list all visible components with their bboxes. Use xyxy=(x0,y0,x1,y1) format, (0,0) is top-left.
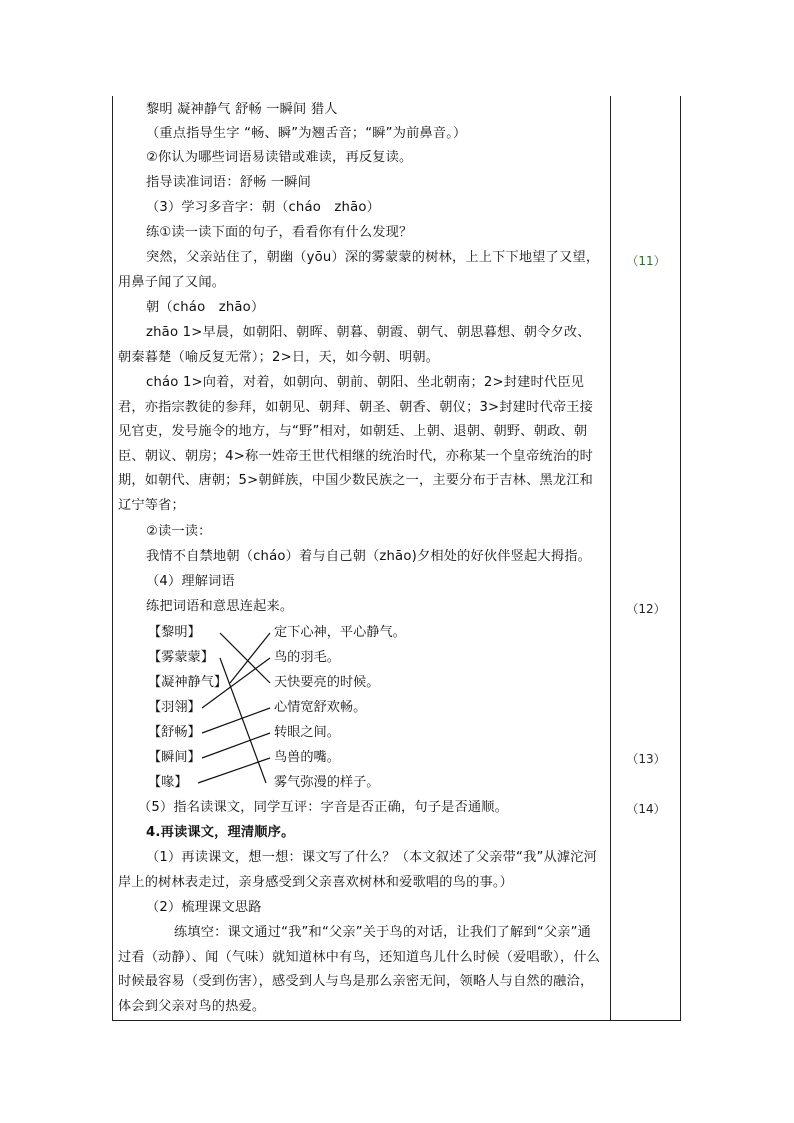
match-right-meaning: 鸟兽的嘴。 xyxy=(274,750,340,765)
match-line xyxy=(220,633,270,683)
matching-lines xyxy=(118,96,378,816)
read-aloud-heading: ②读一读： xyxy=(146,524,212,539)
match-line xyxy=(198,758,270,783)
match-left-word: 【黎明】 xyxy=(148,625,201,640)
match-right-meaning: 定下心神，平心静气。 xyxy=(274,625,406,640)
fill-in-exercise: 练填空：课文通过“我”和“父亲”关于鸟的对话，让我们了解到“父亲”通过看（动静）、闻（气味）就知道林中有鸟，还知道鸟儿什么时候（爱唱歌），什么时候最容易（受到伤害），感受到人与鸟是那么亲密无间，领略人与自然的融洽，体会到父亲对鸟的热爱。 xyxy=(118,925,601,1014)
match-right-meaning: 转眼之间。 xyxy=(274,725,340,740)
match-line xyxy=(202,708,270,733)
table-border-bottom xyxy=(112,1020,681,1021)
match-right-meaning: 鸟的羽毛。 xyxy=(274,650,340,665)
match-line xyxy=(220,658,266,783)
side-note-11: （11） xyxy=(626,254,666,268)
understand-words-heading: （4）理解词语 xyxy=(146,574,235,589)
polyphonic-title: 朝（cháo zhāo） xyxy=(146,300,265,315)
match-line xyxy=(230,633,270,683)
guide-words: 指导读准词语：舒畅 一瞬间 xyxy=(146,175,312,190)
match-left-word: 【雾蒙蒙】 xyxy=(148,650,214,665)
read-aloud-sentence: 我情不自禁地朝（cháo）着与自己朝（zhāo)夕相处的好伙伴竖起大拇指。 xyxy=(146,549,591,564)
match-left-word: 【羽翎】 xyxy=(148,700,201,715)
match-right-meaning: 心情宽舒欢畅。 xyxy=(274,700,367,715)
polyphonic-heading: （3）学习多音字：朝（cháo zhāo） xyxy=(146,200,381,215)
match-left-word: 【瞬间】 xyxy=(148,750,201,765)
side-note-14: （14） xyxy=(626,802,666,816)
match-line xyxy=(202,733,270,758)
section-heading-reread: 4.再读课文，理清顺序。 xyxy=(146,825,295,840)
match-left-word: 【凝神静气】 xyxy=(148,675,228,690)
vocab-line: 黎明 凝神静气 舒畅 一瞬间 猎人 xyxy=(146,102,338,117)
match-right-meaning: 雾气弥漫的样子。 xyxy=(274,775,380,790)
match-left-word: 【舒畅】 xyxy=(148,725,201,740)
zhao-definition: zhāo 1>早晨，如朝阳、朝晖、朝暮、朝霞、朝气、朝思暮想、朝令夕改、朝秦暮楚（喻反复无常）；2>日，天，如今朝、明朝。 xyxy=(118,325,591,365)
table-border-right xyxy=(680,96,681,1021)
side-note-12: （12） xyxy=(626,602,666,616)
reread-summary: （1）再读课文，想一想：课文写了什么？（本文叙述了父亲带“我”从滹沱河岸上的树林表走过，亲身感受到父亲喜欢树林和爱歌唱的鸟的事。） xyxy=(118,850,598,890)
outline-heading: （2）梳理课文思路 xyxy=(146,900,262,915)
pronunciation-note: （重点指导生字 “畅、瞬”为翘舌音；“瞬”为前鼻音。） xyxy=(146,126,467,141)
example-sentence: 突然，父亲站住了，朝幽（yōu）深的雾蒙蒙的树林，上上下下地望了又望，用鼻子闻了又闻。 xyxy=(118,250,600,290)
reread-instruction: ②你认为哪些词语易读错或难读，再反复读。 xyxy=(146,150,413,165)
peer-review-line: （5）指名读课文，同学互评：字音是否正确，句子是否通顺。 xyxy=(138,800,509,815)
chao-definition: cháo 1>向着，对着，如朝向、朝前、朝阳、坐北朝南；2>封建时代臣见君，亦指宗教徒的参拜，如朝见、朝拜、朝圣、朝香、朝仪；3>封建时代帝王接见官吏，发号施令的地方，与“野”相对，如朝廷、上朝、退朝、朝野、朝政、朝臣、朝议、朝房；4>称一姓帝王世代相继的统治时代，亦称某一个皇帝统治的时期，如朝代、唐朝；5>朝鲜族，中国少数民族之一，主要分布于吉林、黑龙江和辽宁等省； xyxy=(118,375,594,513)
exercise-read-sentence: 练①读一读下面的句子，看看你有什么发现？ xyxy=(146,225,413,240)
match-right-meaning: 天快要亮的时候。 xyxy=(274,675,380,690)
match-left-word: 【喙】 xyxy=(148,775,188,790)
side-note-13: （13） xyxy=(626,752,666,766)
matching-instruction: 练把词语和意思连起来。 xyxy=(146,599,294,614)
table-border-left xyxy=(112,96,113,1021)
